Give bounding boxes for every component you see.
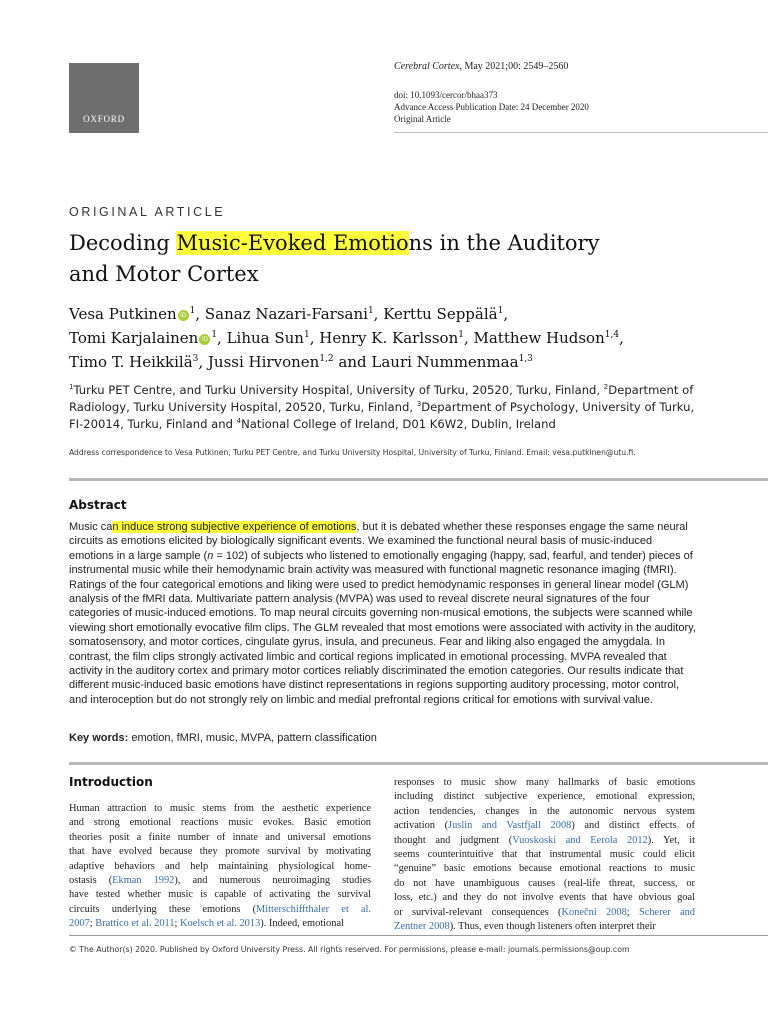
- title-highlight: Music-Evoked Emotio: [176, 231, 409, 255]
- text-line: including distinct subjective experience, emotional expression,: [394, 791, 695, 803]
- text-line: [394, 920, 695, 934]
- text-line: “genuine” basic emotions because emotional reactions to music: [394, 863, 695, 875]
- author-name[interactable]: , Lihua Sun: [217, 329, 304, 347]
- citation-link[interactable]: Zentner 2008: [394, 921, 450, 933]
- keywords: [69, 732, 377, 744]
- article-title: [69, 228, 689, 290]
- author-name[interactable]: , Matthew Hudson: [463, 329, 605, 347]
- title-part2: ns in the Auditory: [408, 231, 600, 255]
- journal-name: Cerebral Cortex: [394, 61, 460, 72]
- copyright-footer: © The Author(s) 2020. Published by Oxford University Press. All rights reserved. For permissions, please e-mail: journals.permissions@oup.com: [69, 945, 630, 954]
- abstract-text: Music ca: [69, 521, 113, 533]
- text-fragment: ). Indeed, emotional: [260, 918, 344, 930]
- text-fragment: activation (: [394, 820, 449, 832]
- text-line: and strong emotional reactions music evokes. Basic emotion: [69, 817, 371, 829]
- text-fragment: ). Thus, even though listeners often interpret their: [449, 921, 656, 933]
- journal-issue: , May 2021;00: 2549–2560: [459, 61, 569, 72]
- affiliation-text: Department of Radiology, Turku University Hospital, 20520, Turku, Finland,: [69, 383, 694, 414]
- abstract-highlight: n induce strong subjective experience of emotions: [112, 521, 357, 533]
- affiliation-sup: 1: [303, 330, 310, 340]
- abstract-body: [69, 520, 699, 707]
- abstract-text: , but it is debated whether these responses engage the same neural circuits as emotions elicited by biologically significant events. We examined the functional neural basis of music-induced emotions in a large sample (: [69, 521, 688, 562]
- citation-link[interactable]: 2007: [69, 918, 90, 930]
- text-line: responses to music show many hallmarks of basic emotions: [394, 777, 695, 788]
- doi[interactable]: doi: 10.1093/cercor/bhaa373: [394, 90, 498, 100]
- affiliation-sup: 1: [458, 330, 464, 340]
- abstract-heading: Abstract: [69, 498, 127, 512]
- intro-right-column: [394, 776, 695, 934]
- affiliation-number: 4: [236, 417, 242, 425]
- text-fragment: thought and judgment (: [394, 834, 513, 846]
- affiliation-sup: 1: [367, 306, 374, 316]
- citation-link[interactable]: Scherer and: [638, 906, 695, 918]
- affiliation-sup: 1,4: [604, 330, 620, 340]
- text-line: loss, etc.) and they do not involve events that have obvious goal: [394, 892, 695, 904]
- citation-link[interactable]: Koelsch et al. 2013: [180, 918, 261, 930]
- journal-citation: [394, 61, 568, 72]
- author-name[interactable]: , Kerttu Seppälä: [373, 305, 498, 323]
- text-fragment: ) and distinct effects of: [571, 820, 695, 832]
- affiliation-text: National College of Ireland, D01 K6W2, Dublin, Ireland: [241, 417, 556, 431]
- section-label: ORIGINAL ARTICLE: [69, 205, 226, 219]
- article-type: Original Article: [394, 114, 451, 124]
- affiliation-sup: 1,2: [319, 354, 334, 364]
- text-line: adaptive behaviors and help maintaining physiological home-: [69, 860, 371, 872]
- text-fragment: ;: [174, 918, 181, 930]
- abstract-text: = 102) of subjects who listened to emotionally engaging (happy, sad, fearful, and tender) pieces of instrumental music while their hemodynamic brain activity was measured with functional magnetic resonance imaging (fMRI). Ratings of the four categorical emotions and liking were used to predict hemodynamic responses in general linear model (GLM) analysis of the fMRI data. Multivariate pattern analysis (MVPA) was used to reveal discrete neural signatures of the four categories of music-induced emotions. To map neural circuits governing non-musical emotions, the subjects were scanned while viewing short emotionally evocative film clips. The GLM revealed that most emotions were associated with activity in the auditory, somatosensory, and motor cortices, cingulate gyrus, insula, and precuneus. Fear and liking also engaged the amygdala. In contrast, the film clips strongly activated limbic and cortical regions implicated in emotional processing. MVPA revealed that activity in the auditory cortex and primary motor cortices reliably discriminated the emotion categories. Our results indicate that different music-induced basic emotions have distinct representations in regions supporting auditory processing, motor control, and interoception but do not strongly rely on limbic and medial prefrontal regions critical for emotions with survival value.: [69, 549, 696, 706]
- author-name[interactable]: Tomi Karjalainen: [69, 329, 199, 347]
- publisher-logo: [69, 63, 139, 133]
- logo-text: OXFORD: [83, 114, 125, 124]
- affiliation-sup: 1,3: [518, 354, 533, 364]
- author-name[interactable]: and Lauri Nummenmaa: [333, 353, 519, 371]
- affiliation-number: 1: [69, 383, 74, 391]
- citation-link[interactable]: Mitterschiffthaler et al.: [256, 903, 371, 915]
- footer-divider: [69, 935, 768, 936]
- affiliation-number: 3: [416, 400, 422, 408]
- affiliation-sup: 1: [211, 330, 218, 340]
- abstract-top-rule: [69, 478, 768, 481]
- author-list: [69, 302, 709, 374]
- text-line: theories posit a finite number of innate and universal emotions: [69, 831, 371, 843]
- text-line: [69, 903, 371, 917]
- title-part1: Decoding: [69, 231, 177, 255]
- header-divider: [394, 132, 768, 133]
- author-name[interactable]: , Sanaz Nazari-Farsani: [195, 305, 368, 323]
- abstract-variable: n: [207, 549, 214, 562]
- orcid-icon[interactable]: iD: [178, 310, 189, 321]
- text-fragment: ), and numerous neuroimaging studies: [174, 875, 371, 887]
- affiliation-text: Turku PET Centre, and Turku University Hospital, University of Turku, 20520, Turku, Finland,: [73, 383, 604, 397]
- author-separator: ,: [619, 329, 624, 347]
- author-name[interactable]: Timo T. Heikkilä: [69, 353, 193, 371]
- keywords-label: Key words:: [69, 732, 129, 744]
- author-name[interactable]: Vesa Putkinen: [69, 305, 177, 323]
- text-line: [394, 906, 695, 920]
- citation-link[interactable]: Vuoskoski and Eerola 2012: [512, 834, 648, 846]
- text-fragment: ). Yet, it: [647, 834, 695, 846]
- affiliation-sup: 1: [497, 306, 504, 316]
- text-fragment: ;: [89, 918, 96, 930]
- text-line: that have evolved because they promote survival by motivating: [69, 846, 371, 858]
- text-line: have tested whether music is capable of activating the survival: [69, 889, 371, 901]
- orcid-icon[interactable]: iD: [199, 334, 210, 345]
- affiliation-sup: 3: [192, 354, 199, 364]
- citation-link[interactable]: Konečni 2008: [561, 906, 627, 918]
- citation-link[interactable]: Brattico et al. 2011: [95, 918, 175, 930]
- citation-link[interactable]: Juslin and Vastfjall 2008: [448, 820, 572, 832]
- citation-link[interactable]: Ekman 1992: [112, 875, 175, 887]
- text-line: [394, 819, 695, 833]
- text-line: [69, 917, 371, 931]
- affiliation-sup: 1: [189, 306, 196, 316]
- text-fragment: or survival-relevant consequences (: [394, 906, 562, 918]
- affiliations: [69, 382, 709, 433]
- text-line: Human attraction to music stems from the aesthetic experience: [69, 803, 371, 814]
- keywords-text: emotion, fMRI, music, MVPA, pattern classification: [128, 732, 377, 744]
- text-line: [394, 834, 695, 848]
- text-line: seems counterintuitive that that instrumental music could elicit: [394, 849, 695, 861]
- author-name[interactable]: , Henry K. Karlsson: [309, 329, 459, 347]
- title-line2: and Motor Cortex: [69, 262, 259, 286]
- affiliation-number: 2: [603, 383, 609, 391]
- intro-left-column: [69, 802, 371, 932]
- text-fragment: ;: [626, 906, 639, 918]
- introduction-heading: Introduction: [69, 775, 153, 789]
- text-line: action tendencies, changes in the autonomic nervous system: [394, 805, 695, 817]
- affiliation-text: Department of Psychology, University of Turku, FI-20014, Turku, Finland and: [69, 400, 695, 431]
- author-name[interactable]: , Jussi Hirvonen: [198, 353, 320, 371]
- text-line: do not have unambiguous causes (real-life threat, success, or: [394, 877, 695, 889]
- text-fragment: ostasis (: [69, 875, 113, 887]
- text-line: [69, 874, 371, 888]
- advance-access-date: Advance Access Publication Date: 24 December 2020: [394, 102, 589, 112]
- abstract-bottom-rule: [69, 762, 768, 765]
- author-separator: ,: [503, 305, 509, 323]
- correspondence: Address correspondence to Vesa Putkinen, Turku PET Centre, and Turku University Hospital, University of Turku, Finland. Email: vesa.putkinen@utu.fi.: [69, 448, 636, 457]
- text-fragment: circuits underlying these emotions (: [69, 903, 257, 915]
